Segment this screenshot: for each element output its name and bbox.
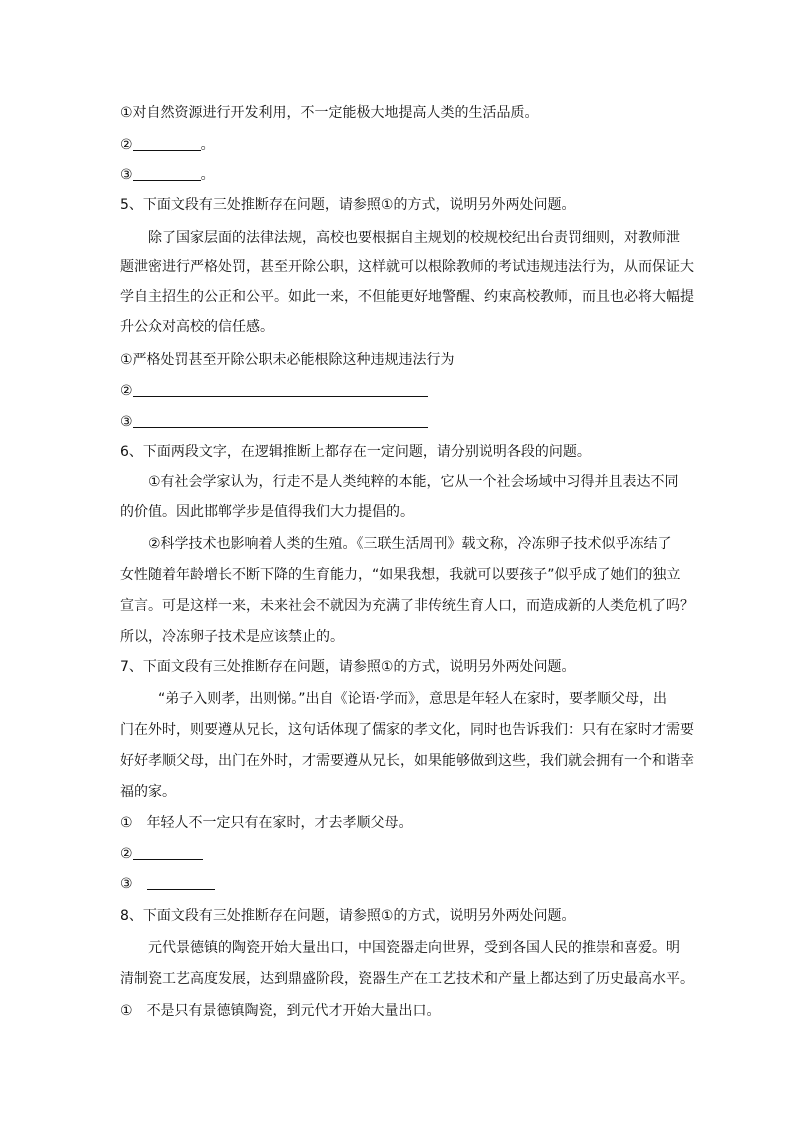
q7-para-line: 好好孝顺父母，出门在外时，才需要遵从兄长，如果能够做到这些，我们就会拥有一个和谐幸 <box>120 753 694 769</box>
q8-prompt: 8、下面文段有三处推断存在问题，请参照①的方式，说明另外两处问题。 <box>120 908 576 924</box>
q4-answer-3-blank[interactable] <box>133 166 201 181</box>
q5-para-line: 除了国家层面的法律法规，高校也要根据自主规划的校规校纪出台责罚细则，对教师泄 <box>148 230 680 246</box>
q8-answer-1 <box>120 1001 441 1021</box>
q6-prompt: 6、下面两段文字，在逻辑推断上都存在一定问题，请分别说明各段的问题。 <box>120 444 591 460</box>
q4-answer-2-blank[interactable] <box>133 136 201 151</box>
q4-answer-3-number: ③ <box>120 167 133 183</box>
q5-para-line: 升公众对高校的信任感。 <box>120 319 274 335</box>
q6-para2-line: ②科学技术也影响着人类的生殖。《三联生活周刊》载文称，冷冻卵子技术似乎冻结了 <box>148 536 672 552</box>
q8-answer-1-number: ① <box>120 1003 133 1019</box>
q4-answer-2-end: 。 <box>200 137 215 153</box>
q7-answer-1 <box>120 813 413 833</box>
q4-answer-1: ①对自然资源进行开发利用，不一定能极大地提高人类的生活品质。 <box>120 105 539 121</box>
q7-para-line: 门在外时，则要遵从兄长，这句话体现了儒家的孝文化，同时也告诉我们：只有在家时才需要 <box>120 722 694 738</box>
q5-answer-2 <box>120 381 428 401</box>
q6-para2-line: 所以，冷冻卵子技术是应该禁止的。 <box>120 629 344 645</box>
q8-para-line: 清制瓷工艺高度发展，达到鼎盛阶段，瓷器生产在工艺技术和产量上都达到了历史最高水平。 <box>120 971 694 987</box>
q7-para-line: 福的家。 <box>120 784 176 800</box>
q5-para-line: 题泄密进行严格处罚，甚至开除公职，这样就可以根除教师的考试违规违法行为，从而保证大 <box>120 259 694 275</box>
q7-answer-3-number: ③ <box>120 876 133 892</box>
q7-para-line: “弟子入则孝，出则悌。”出自《论语·学而》，意思是年轻人在家时，要孝顺父母，出 <box>158 691 667 707</box>
q8-para-line: 元代景德镇的陶瓷开始大量出口，中国瓷器走向世界，受到各国人民的推崇和喜爱。明 <box>148 940 680 956</box>
q4-answer-2 <box>120 135 215 155</box>
q7-answer-2-number: ② <box>120 846 133 862</box>
q4-answer-2-number: ② <box>120 137 133 153</box>
q7-answer-1-text: 年轻人不一定只有在家时，才去孝顺父母。 <box>146 815 413 831</box>
q5-answer-2-number: ② <box>120 383 133 399</box>
q7-prompt: 7、下面文段有三处推断存在问题，请参照①的方式，说明另外两处问题。 <box>120 659 576 675</box>
q6-para2-line: 女性随着年龄增长不断下降的生育能力，“如果我想，我就可以要孩子”似乎成了她们的独立 <box>120 567 681 583</box>
q8-answer-1-text: 不是只有景德镇陶瓷，到元代才开始大量出口。 <box>146 1003 441 1019</box>
q5-answer-3-blank[interactable] <box>133 413 428 428</box>
q7-answer-2 <box>120 844 203 864</box>
q6-para2-line: 宣言。可是这样一来，未来社会不就因为充满了非传统生育人口，而造成新的人类危机了吗？ <box>120 598 694 614</box>
q7-answer-3-blank[interactable] <box>147 875 215 890</box>
q5-prompt: 5、下面文段有三处推断存在问题，请参照①的方式，说明另外两处问题。 <box>120 197 576 213</box>
q7-answer-1-number: ① <box>120 815 133 831</box>
q6-para1-line: ①有社会学家认为，行走不是人类纯粹的本能，它从一个社会场域中习得并且表达不同 <box>148 474 679 490</box>
q6-para1-line: 的价值。因此邯郸学步是值得我们大力提倡的。 <box>120 504 414 520</box>
q5-answer-3-number: ③ <box>120 414 133 430</box>
q5-answer-3 <box>120 412 428 432</box>
q5-para-line: 学自主招生的公正和公平。如此一来，不但能更好地警醒、约束高校教师，而且也必将大幅提 <box>120 289 694 305</box>
q4-answer-3 <box>120 165 215 185</box>
q7-answer-3 <box>120 874 215 894</box>
q5-answer-1: ①严格处罚甚至开除公职未必能根除这种违规违法行为 <box>120 352 455 368</box>
q4-answer-3-end: 。 <box>200 167 215 183</box>
q7-answer-2-blank[interactable] <box>133 845 203 860</box>
q5-answer-2-blank[interactable] <box>133 382 428 397</box>
